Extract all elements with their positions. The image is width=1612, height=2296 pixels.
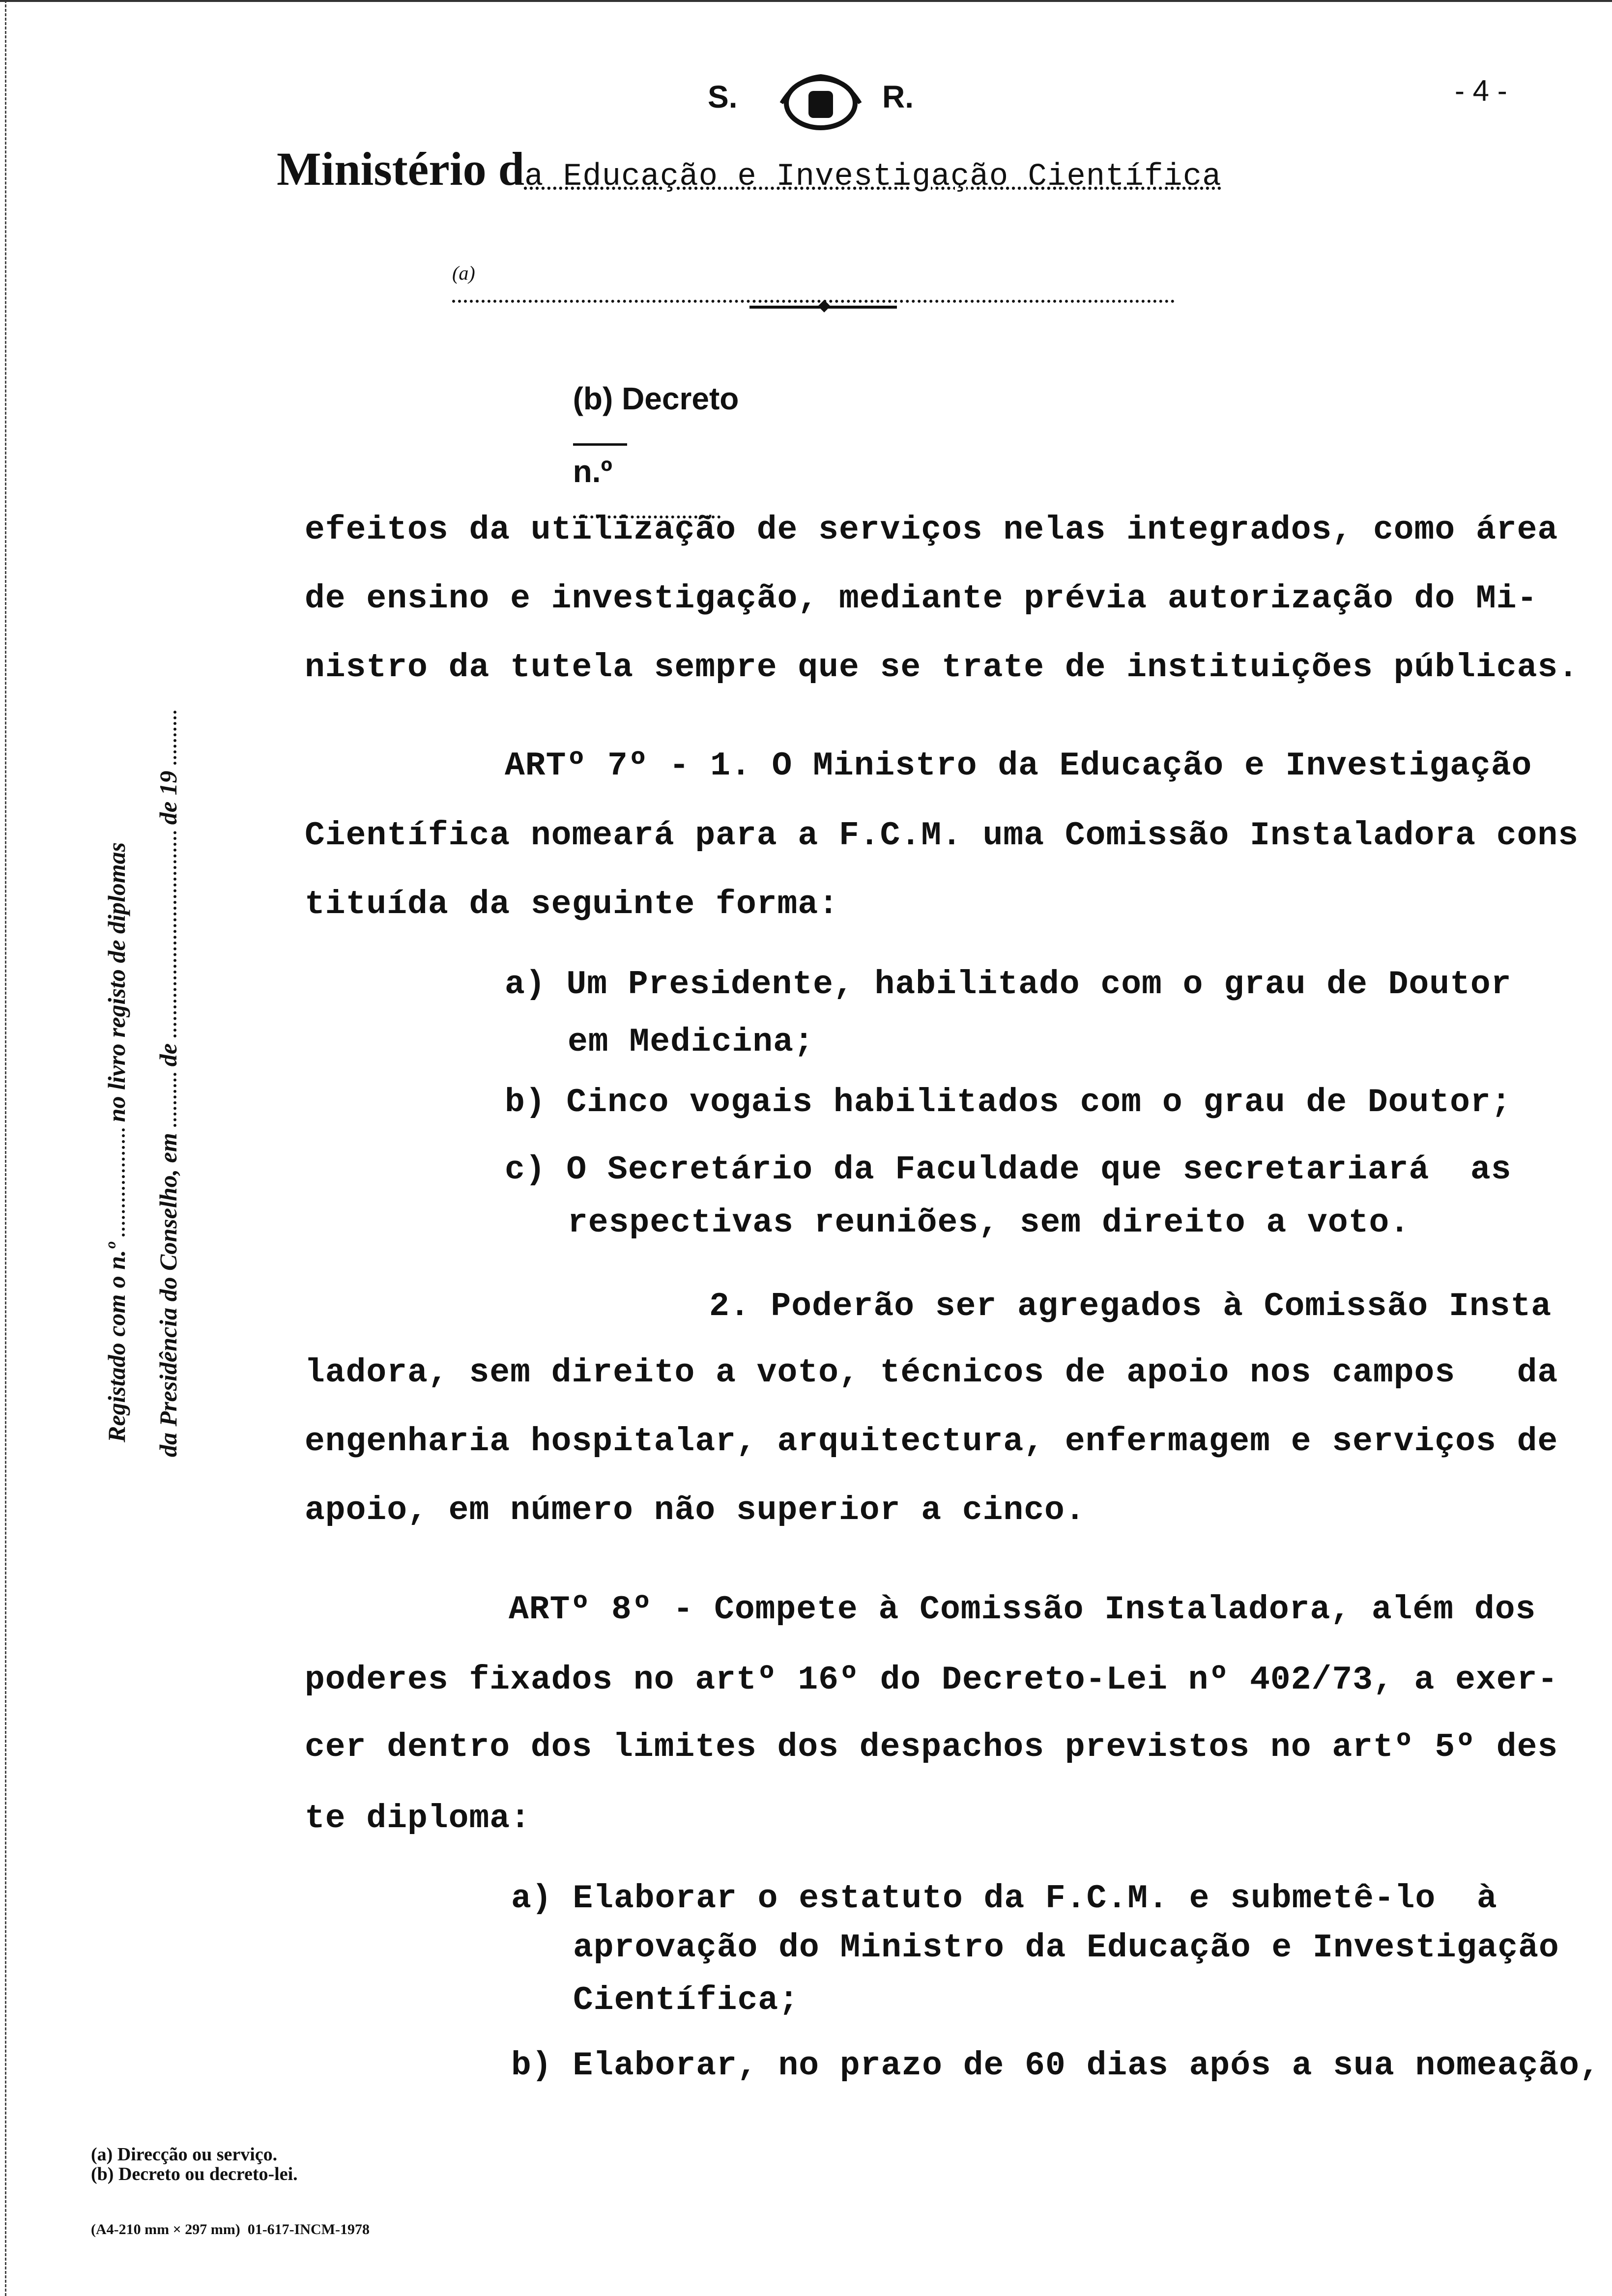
header-s: S. bbox=[708, 79, 738, 115]
body-line: Científica nomeará para a F.C.M. uma Comissão Instaladora cons bbox=[305, 817, 1579, 855]
body-line: engenharia hospitalar, arquitectura, enfermagem e serviços de bbox=[305, 1423, 1558, 1461]
body-line: tituída da seguinte forma: bbox=[305, 886, 839, 923]
decree-no: n.º bbox=[573, 454, 612, 489]
body-line: cer dentro dos limites dos despachos previstos no artº 5º des bbox=[305, 1728, 1558, 1766]
list-item: Científica; bbox=[573, 1981, 799, 2019]
margin-registration-line2: da Presidência do Conselho, em de de 19 bbox=[125, 711, 211, 1469]
body-line: poderes fixados no artº 16º do Decreto-Lei nº 402/73, a exer- bbox=[305, 1661, 1558, 1699]
field-a-line bbox=[452, 300, 1175, 303]
list-item: b) Elaborar, no prazo de 60 dias após a sua nomeação, bbox=[511, 2047, 1600, 2085]
ministry-prefix: Ministério d bbox=[277, 143, 524, 195]
list-item: a) Um Presidente, habilitado com o grau de Doutor bbox=[505, 966, 1512, 1004]
left-edge-line bbox=[5, 0, 8, 2296]
margin-registration-line1: Registado com o n.º no livro registo de diplomas bbox=[103, 842, 130, 1442]
body-line: efeitos da utilização de serviços nelas integrados, como área bbox=[305, 511, 1558, 549]
page-number: - 4 - bbox=[1455, 74, 1507, 107]
list-item: aprovação do Ministro da Educação e Investigação bbox=[573, 1929, 1559, 1967]
header-r: R. bbox=[882, 79, 914, 115]
footnote-a: (a) Direcção ou serviço. bbox=[91, 2144, 278, 2165]
field-a bbox=[442, 238, 1175, 331]
list-item: em Medicina; bbox=[568, 1023, 814, 1061]
list-item: b) Cinco vogais habilitados com o grau de Doutor; bbox=[505, 1084, 1512, 1121]
body-line: de ensino e investigação, mediante prévia autorização do Mi- bbox=[305, 580, 1538, 618]
body-line: te diploma: bbox=[305, 1800, 531, 1837]
body-line: ARTº 8º - Compete à Comissão Instaladora, além dos bbox=[509, 1591, 1536, 1629]
body-line: ARTº 7º - 1. O Ministro da Educação e Investigação bbox=[505, 747, 1532, 785]
list-item: c) O Secretário da Faculdade que secretariará as bbox=[505, 1151, 1512, 1189]
footnote-b: (b) Decreto ou decreto-lei. bbox=[91, 2164, 298, 2184]
field-a-label: (a) bbox=[452, 262, 475, 284]
top-edge-line bbox=[0, 0, 1612, 2]
list-item: a) Elaborar o estatuto da F.C.M. e submetê-lo à bbox=[511, 1880, 1497, 1918]
body-line: ladora, sem direito a voto, técnicos de apoio nos campos da bbox=[305, 1354, 1558, 1392]
body-line: nistro da tutela sempre que se trate de instituições públicas. bbox=[305, 649, 1579, 687]
ministry-title bbox=[273, 133, 1222, 205]
list-item: respectivas reuniões, sem direito a voto. bbox=[568, 1204, 1410, 1242]
coat-of-arms-icon bbox=[772, 69, 870, 138]
form-imprint: (A4-210 mm × 297 mm) 01-617-INCM-1978 bbox=[91, 2221, 370, 2238]
body-line: 2. Poderão ser agregados à Comissão Insta bbox=[709, 1288, 1552, 1325]
ministry-typed: a Educação e Investigação Científica bbox=[524, 159, 1222, 195]
body-line: apoio, em número não superior a cinco. bbox=[305, 1492, 1086, 1529]
decree-label: (b) Decreto bbox=[573, 381, 739, 416]
